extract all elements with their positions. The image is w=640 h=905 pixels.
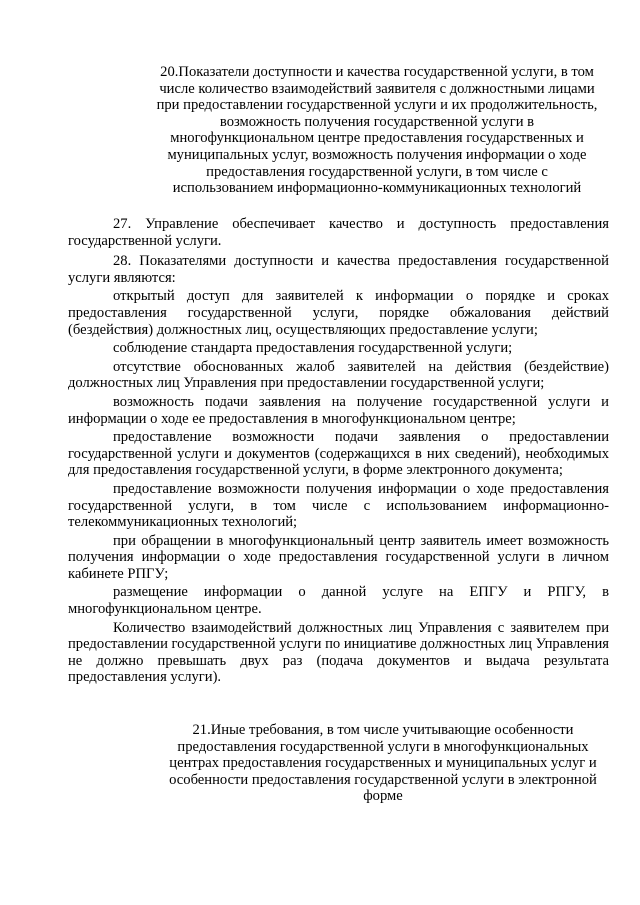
heading-line: 20.Показатели доступности и качества государственной услуги, в том [160, 64, 594, 80]
heading-line: предоставления государственной услуги, в том числе с [206, 163, 548, 180]
list-item: открытый доступ для заявителей к информации о порядке и сроках предоставления государственной услуги, порядке обжалования действий (бездействия) должностных лиц, осуществляющих предоставление услуги; [68, 288, 609, 338]
heading-line: форме [363, 788, 403, 805]
heading-line: центрах предоставления государственных и муниципальных услуг и [169, 755, 597, 772]
interaction-count-paragraph: Количество взаимодействий должностных лиц Управления с заявителем при предоставлении государственной услуги по инициативе должностных лиц Управления не должно превышать двух раз (подача документов и выдача результата предоставления услуги). [68, 619, 609, 686]
paragraph-28: 28. Показателями доступности и качества предоставления государственной услуги являются: [68, 253, 609, 286]
heading-line: многофункциональном центре предоставления государственных и [170, 130, 584, 147]
list-item: предоставление возможности подачи заявления о предоставлении государственной услуги и документов (содержащихся в них сведений), необходимых для предоставления государственной услуги, в форме электронного документа; [68, 429, 609, 479]
heading-line: использованием информационно-коммуникационных технологий [172, 180, 582, 197]
heading-line: возможность получения государственной услуги в [219, 113, 535, 130]
heading-line: 21.Иные требования, в том числе учитывающие особенности [192, 722, 574, 738]
list-item: отсутствие обоснованных жалоб заявителей на действия (бездействие) должностных лиц Управления при предоставлении государственной услуги; [68, 358, 609, 392]
section-20-heading [140, 64, 614, 197]
list-item: соблюдение стандарта предоставления государственной услуги; [113, 340, 513, 357]
heading-line: при предоставлении государственной услуги и их продолжительность, [156, 97, 598, 114]
heading-line: предоставления государственной услуги в многофункциональных [177, 738, 589, 755]
list-item: при обращении в многофункциональный центр заявитель имеет возможность получения информации о ходе предоставления государственной услуги в личном кабинете РПГУ; [68, 532, 609, 582]
section-21-heading [158, 722, 608, 805]
paragraph-27: 27. Управление обеспечивает качество и доступность предоставления государственной услуги. [68, 216, 609, 249]
heading-line: особенности предоставления государственной услуги в электронной [169, 771, 597, 788]
heading-line: числе количество взаимодействий заявителя с должностными лицами [159, 80, 595, 97]
list-item: размещение информации о данной услуге на ЕПГУ и РПГУ, в многофункциональном центре. [68, 584, 609, 618]
list-item: возможность подачи заявления на получение государственной услуги и информации о ходе ее предоставления в многофункциональном центре; [68, 393, 609, 427]
list-item: предоставление возможности получения информации о ходе предоставления государственной услуги, в том числе с использованием информационно-телекоммуникационных технологий; [68, 480, 609, 531]
heading-line: муниципальных услуг, возможность получения информации о ходе [167, 146, 587, 163]
section-20-body [68, 216, 609, 686]
